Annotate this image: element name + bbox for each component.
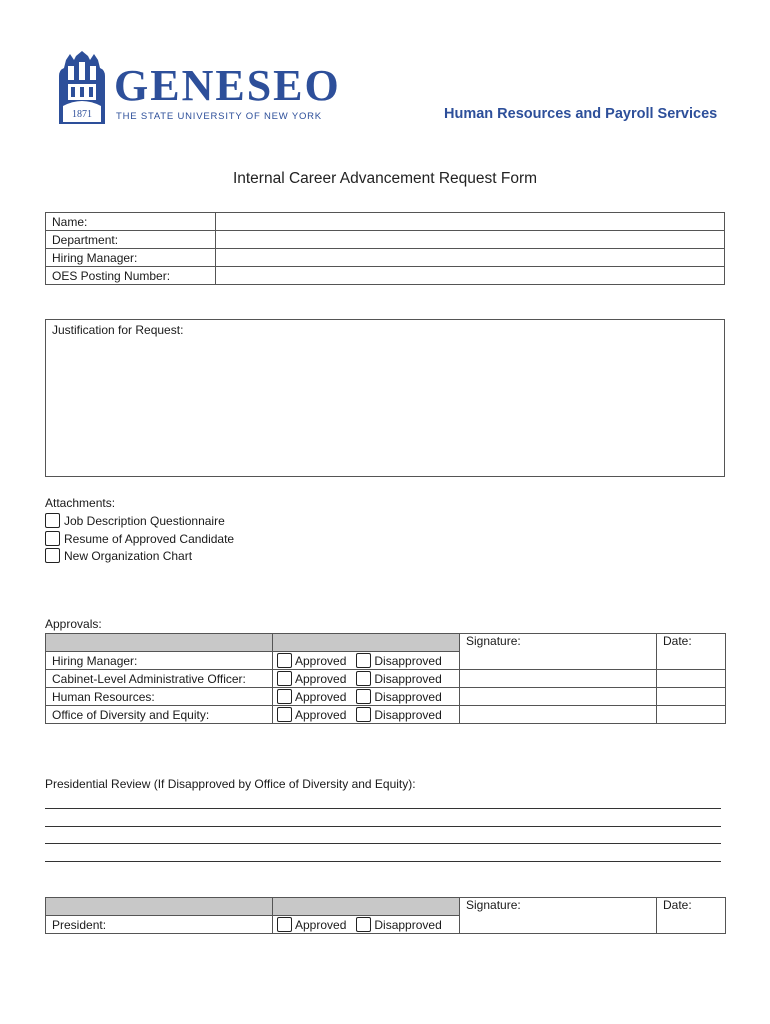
comment-line[interactable] — [45, 808, 721, 809]
table-row — [46, 267, 725, 285]
signature-header: Signature: — [466, 898, 521, 912]
hiring-manager-label: Hiring Manager: — [46, 249, 216, 267]
approvals-table — [45, 633, 726, 724]
date-field[interactable] — [657, 706, 726, 724]
signature-field[interactable] — [460, 670, 657, 688]
header-cell — [273, 634, 460, 652]
approved-label: Approved — [295, 671, 347, 686]
geneseo-logo — [54, 50, 344, 128]
header-cell — [273, 898, 460, 916]
disapproved-label: Disapproved — [374, 917, 442, 932]
approver-label: Hiring Manager: — [46, 652, 273, 670]
approval-choice — [273, 706, 460, 724]
table-row — [46, 706, 726, 724]
disapproved-checkbox[interactable] — [356, 653, 371, 668]
president-signature-field[interactable] — [460, 898, 657, 934]
table-row — [46, 249, 725, 267]
disapproved-checkbox[interactable] — [356, 707, 371, 722]
disapproved-checkbox[interactable] — [356, 689, 371, 704]
oes-posting-number-field[interactable] — [216, 267, 725, 285]
president-table — [45, 897, 726, 934]
comment-line[interactable] — [45, 861, 721, 862]
approved-label: Approved — [295, 707, 347, 722]
president-label: President: — [46, 916, 273, 934]
justification-label: Justification for Request: — [52, 323, 184, 337]
president-date-field[interactable] — [657, 898, 726, 934]
attachment-item-org-chart — [45, 548, 192, 563]
justification-field[interactable] — [45, 319, 725, 477]
approved-checkbox[interactable] — [277, 917, 292, 932]
header-cell — [46, 634, 273, 652]
department-title: Human Resources and Payroll Services — [444, 106, 718, 122]
table-header-row — [46, 634, 726, 652]
approval-choice — [273, 670, 460, 688]
attachments-label: Attachments: — [45, 496, 116, 510]
president-approval-choice — [273, 916, 460, 934]
date-header: Date: — [663, 898, 692, 912]
logo-year: 1871 — [72, 109, 92, 120]
hiring-manager-field[interactable] — [216, 249, 725, 267]
presidential-review-label: Presidential Review (If Disapproved by Office of Diversity and Equity): — [45, 777, 416, 791]
signature-header: Signature: — [460, 634, 657, 670]
logo-wordmark: GENESEO — [114, 61, 341, 110]
approver-label: Cabinet-Level Administrative Officer: — [46, 670, 273, 688]
approved-label: Approved — [295, 653, 347, 668]
comment-line[interactable] — [45, 826, 721, 827]
job-description-checkbox[interactable] — [45, 513, 60, 528]
approver-label: Human Resources: — [46, 688, 273, 706]
org-chart-label: New Organization Chart — [64, 548, 193, 563]
table-row — [46, 670, 726, 688]
approvals-label: Approvals: — [45, 617, 102, 631]
disapproved-label: Disapproved — [374, 653, 442, 668]
signature-field[interactable] — [460, 688, 657, 706]
disapproved-label: Disapproved — [374, 689, 442, 704]
approved-checkbox[interactable] — [277, 653, 292, 668]
approval-choice — [273, 688, 460, 706]
table-row — [46, 688, 726, 706]
disapproved-checkbox[interactable] — [356, 917, 371, 932]
resume-checkbox[interactable] — [45, 531, 60, 546]
disapproved-label: Disapproved — [374, 671, 442, 686]
table-header-row — [46, 898, 726, 916]
comment-line[interactable] — [45, 843, 721, 844]
signature-field[interactable] — [460, 706, 657, 724]
approval-choice — [273, 652, 460, 670]
info-table — [45, 212, 725, 285]
logo-subtitle: THE STATE UNIVERSITY OF NEW YORK — [116, 111, 322, 122]
oes-posting-number-label: OES Posting Number: — [46, 267, 216, 285]
attachment-item-job-description — [45, 513, 225, 528]
date-field[interactable] — [657, 670, 726, 688]
disapproved-checkbox[interactable] — [356, 671, 371, 686]
attachment-item-resume — [45, 531, 234, 546]
department-field[interactable] — [216, 231, 725, 249]
approved-label: Approved — [295, 689, 347, 704]
table-row — [46, 213, 725, 231]
name-field[interactable] — [216, 213, 725, 231]
resume-label: Resume of Approved Candidate — [64, 531, 235, 546]
approver-label: Office of Diversity and Equity: — [46, 706, 273, 724]
date-field[interactable] — [657, 688, 726, 706]
date-header: Date: — [657, 634, 726, 670]
org-chart-checkbox[interactable] — [45, 548, 60, 563]
approved-checkbox[interactable] — [277, 671, 292, 686]
disapproved-label: Disapproved — [374, 707, 442, 722]
approved-checkbox[interactable] — [277, 689, 292, 704]
job-description-label: Job Description Questionnaire — [64, 513, 225, 528]
table-row — [46, 231, 725, 249]
form-title: Internal Career Advancement Request Form — [232, 170, 538, 187]
approved-checkbox[interactable] — [277, 707, 292, 722]
tower-seal-icon — [54, 50, 110, 128]
header-cell — [46, 898, 273, 916]
name-label: Name: — [46, 213, 216, 231]
department-label: Department: — [46, 231, 216, 249]
approved-label: Approved — [295, 917, 347, 932]
